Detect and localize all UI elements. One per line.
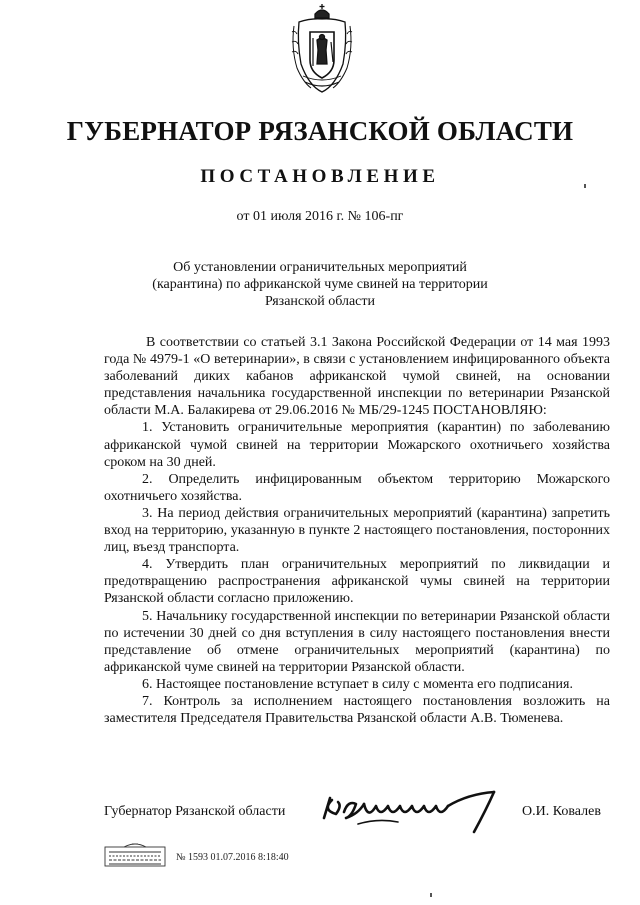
document-subject xyxy=(150,259,490,310)
signatory-position: Губернатор Рязанской области xyxy=(104,804,286,819)
subject-line: Рязанской области xyxy=(264,294,376,309)
registration-number: № 1593 01.07.2016 8:18:40 xyxy=(176,852,289,863)
subject-line: Об установлении ограничительных мероприятий xyxy=(173,260,467,275)
government-stamp-icon xyxy=(104,843,166,867)
signatory-name: О.И. Ковалев xyxy=(522,804,601,819)
document-date: от 01 июля 2016 г. № 106-пг xyxy=(236,209,404,224)
governor-title: ГУБЕРНАТОР РЯЗАНСКОЙ ОБЛАСТИ xyxy=(66,116,574,146)
document-body xyxy=(104,334,610,727)
coat-of-arms-icon xyxy=(289,2,355,94)
document-type: ПОСТАНОВЛЕНИЕ xyxy=(200,166,440,187)
scan-artifact xyxy=(584,184,586,188)
decree-item-4: 4. Утвердить план ограничительных мероприятий по ликвидации и предотвращению распространения африканской чумы свиней на территории Рязанской области согласно приложению. xyxy=(104,557,610,607)
subject-line: (карантина) по африканской чуме свиней на территории xyxy=(152,277,488,292)
decree-item-2: 2. Определить инфицированным объектом территорию Можарского охотничьего хозяйства. xyxy=(104,471,610,504)
scan-artifact xyxy=(430,893,432,897)
decree-item-3: 3. На период действия ограничительных мероприятий (карантина) запретить вход на территорию, указанную в пункте 2 настоящего постановления, посторонних лиц, въезд транспорта. xyxy=(104,505,610,556)
preamble-paragraph: В соответствии со статьей 3.1 Закона Российской Федерации от 14 мая 1993 года № 4979-1 «О ветеринарии», в связи с установлением инфицированного объекта заболеваний диких кабанов африканской чумой свиней, на основании представления начальника государственной инспекции по ветеринарии Рязанской области М.А. Балакирева от 29.06.2016 № МБ/29-1245 ПОСТАНОВЛЯЮ: xyxy=(104,335,610,419)
decree-item-6: 6. Настоящее постановление вступает в силу с момента его подписания. xyxy=(142,676,573,692)
decree-item-1: 1. Установить ограничительные мероприятия (карантин) по заболеванию африканской чумой свиней на территории Можарского охотничьего хозяйства сроком на 30 дней. xyxy=(104,420,610,470)
handwritten-signature xyxy=(318,788,510,838)
decree-item-5: 5. Начальнику государственной инспекции по ветеринарии Рязанской области по истечении 30 дней со дня вступления в силу настоящего постановления внести представление об отмене ограничительных мероприятий (карантина) по африканской чуме свиней на территории Рязанской области. xyxy=(104,608,610,675)
decree-item-7: 7. Контроль за исполнением настоящего постановления возложить на заместителя Председателя Правительства Рязанской области А.В. Тюменева. xyxy=(104,693,610,727)
